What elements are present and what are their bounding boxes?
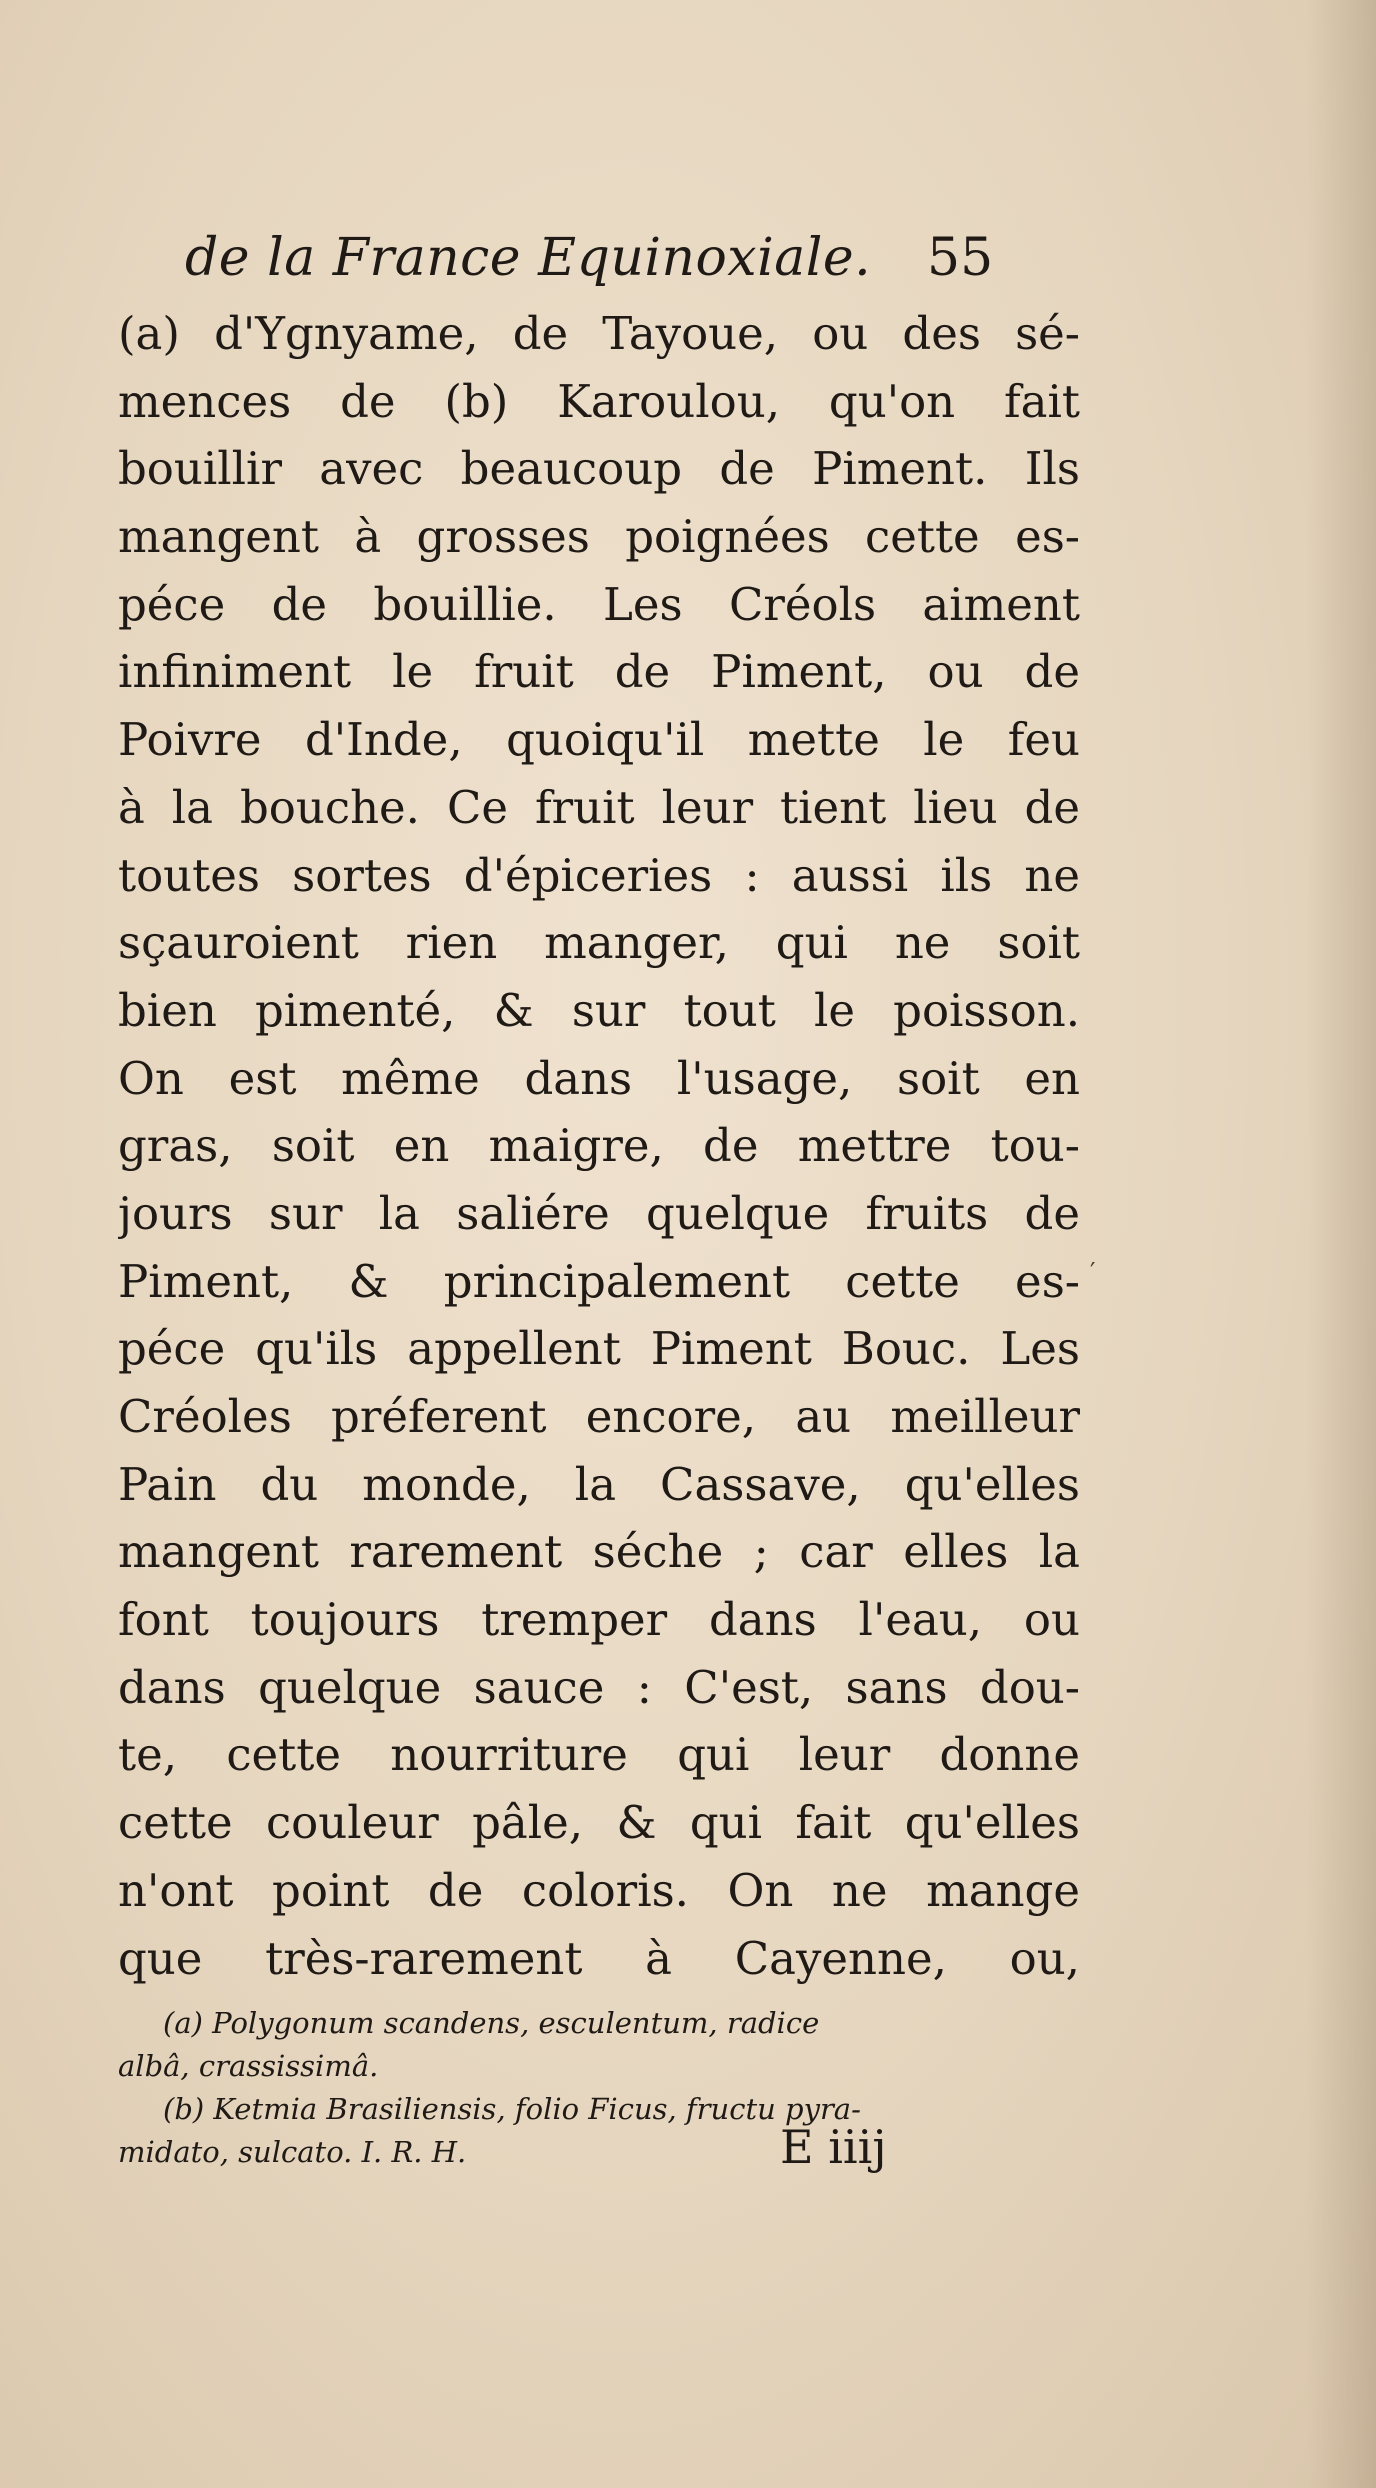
text-line: péce de bouillie. Les Créols aiment (118, 577, 1080, 631)
text-line: te, cette nourriture qui leur donne (118, 1728, 1080, 1782)
text-line: cette couleur pâle, & qui fait qu'elles (118, 1796, 1080, 1850)
text-line: que très-rarement à Cayenne, ou, (118, 1931, 1080, 1985)
text-line: infiniment le fruit de Piment, ou de (118, 645, 1080, 699)
text-line: mangent à grosses poignées cette es- (118, 510, 1080, 564)
text-line: Créoles préferent encore, au meilleur (118, 1390, 1080, 1443)
text-line: n'ont point de coloris. On ne mange (118, 1863, 1080, 1917)
text-line: dans quelque sauce : C'est, sans dou- (118, 1660, 1080, 1714)
footnote-line: (a) Polygonum scandens, esculentum, radice (163, 2006, 820, 2040)
footnote-line: midato, sulcato. I. R. H. (118, 2135, 467, 2169)
text-line: bouillir avec beaucoup de Piment. Ils (118, 442, 1080, 496)
text-line: mences de (b) Karoulou, qu'on fait (118, 374, 1080, 428)
main-text (118, 300, 1080, 1992)
page-number: 55 (927, 228, 994, 288)
text-line: Piment, & principalement cette es- (118, 1254, 1080, 1308)
text-line: gras, soit en maigre, de mettre tou- (118, 1119, 1080, 1173)
running-title: de la France Equinoxiale. (185, 228, 872, 288)
signature-mark: E iiij (780, 2120, 887, 2174)
page-header (185, 228, 1085, 298)
text-line: jours sur la saliére quelque fruits de (118, 1186, 1080, 1240)
page-edge-shadow (1306, 0, 1376, 2488)
text-line: bien pimenté, & sur tout le poisson. (118, 983, 1080, 1037)
footnotes (118, 2002, 1080, 2174)
footnote-line: (b) Ketmia Brasiliensis, folio Ficus, fructu pyra- (163, 2092, 861, 2126)
margin-mark: ′ (1090, 1258, 1096, 1286)
text-line: mangent rarement séche ; car elles la (118, 1525, 1080, 1579)
text-line: sçauroient rien manger, qui ne soit (118, 916, 1080, 970)
text-line: On est même dans l'usage, soit en (118, 1051, 1080, 1105)
footnote-line: albâ, crassissimâ. (118, 2049, 379, 2083)
text-line: toutes sortes d'épiceries : aussi ils ne (118, 848, 1080, 902)
text-line: péce qu'ils appellent Piment Bouc. Les (118, 1322, 1080, 1376)
text-line: font toujours tremper dans l'eau, ou (118, 1593, 1080, 1647)
text-line: (a) d'Ygnyame, de Tayoue, ou des sé- (118, 307, 1080, 360)
text-line: Poivre d'Inde, quoiqu'il mette le feu (118, 713, 1080, 767)
text-line: à la bouche. Ce fruit leur tient lieu de (118, 780, 1080, 834)
text-line: Pain du monde, la Cassave, qu'elles (118, 1457, 1080, 1511)
